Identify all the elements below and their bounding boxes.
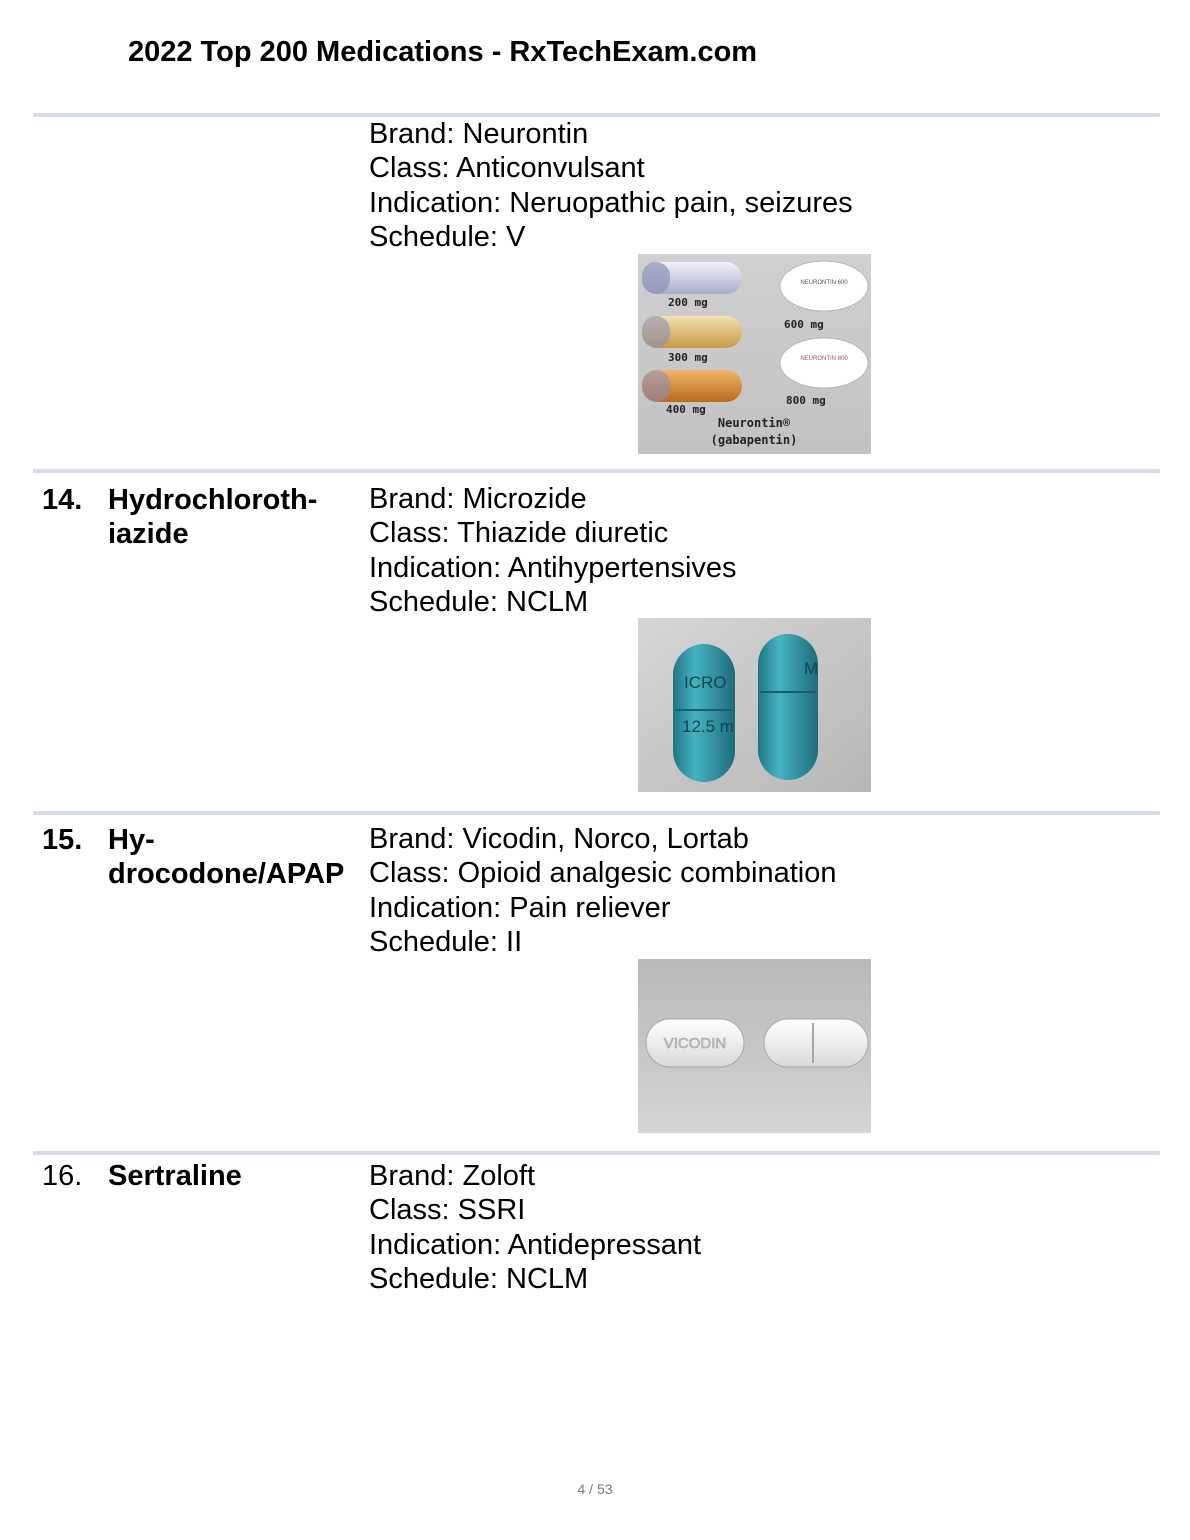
entry-number: 15. [42,824,83,856]
section-divider [33,469,1160,473]
microzide-pill-photo [638,618,871,792]
entry-number: 14. [42,484,83,516]
brand-text: Brand: Zoloft [369,1160,536,1192]
schedule-text: Schedule: NCLM [369,1262,589,1295]
drug-info-hydrochlorothiazide [369,482,737,619]
entry-number: 16. [42,1160,83,1192]
class-text: Class: Anticonvulsant [369,152,645,185]
dose-label-600: 600 mg [784,318,824,331]
brand-text: Brand: Vicodin, Norco, Lortab [369,823,749,855]
section-divider [33,811,1160,815]
class-text: Class: SSRI [369,1194,526,1227]
dose-label-300: 300 mg [668,351,708,364]
neurontin-pill-photo [638,254,871,454]
drug-name-line: Hy- [108,824,155,856]
photo-caption-generic: (gabapentin) [710,433,798,447]
drug-name-line: Sertraline [108,1160,242,1192]
drug-name [108,1159,368,1193]
imprint-m: M [804,659,819,678]
imprint-800: NEURONTIN 800 [800,356,848,362]
class-text: Class: Thiazide diuretic [369,517,669,550]
drug-info-sertraline [369,1159,701,1296]
section-divider [33,1151,1160,1155]
microzide-pill-image [638,618,871,792]
schedule-text: Schedule: V [369,220,526,253]
imprint-600: NEURONTIN 600 [800,280,848,286]
dose-label-800: 800 mg [786,394,826,407]
vicodin-pill-photo [638,959,871,1133]
page-title: 2022 Top 200 Medications - RxTechExam.com [128,36,758,68]
imprint-icro: ICRO [684,673,727,692]
vicodin-pill-image [638,959,871,1133]
schedule-text: Schedule: NCLM [369,585,589,618]
drug-info-hydrocodone-apap [369,822,836,959]
dose-label-200: 200 mg [668,296,708,309]
indication-text: Indication: Antidepressant [369,1228,702,1261]
indication-text: Indication: Pain reliever [369,891,671,924]
page-number: 4 / 53 [577,1481,613,1497]
photo-caption-brand: Neurontin® [717,416,791,430]
drug-name-line: iazide [108,518,189,550]
brand-text: Brand: Neurontin [369,118,589,150]
indication-text: Indication: Antihypertensives [369,551,737,584]
drug-name [108,483,368,551]
drug-info-gabapentin [369,117,853,254]
drug-name-line: drocodone/APAP [108,858,345,890]
brand-text: Brand: Microzide [369,483,587,515]
imprint-vicodin: VICODIN [663,1035,727,1052]
drug-name [108,823,368,891]
class-text: Class: Opioid analgesic combination [369,857,837,890]
imprint-dose: 12.5 m [682,717,734,736]
indication-text: Indication: Neruopathic pain, seizures [369,186,853,219]
dose-label-400: 400 mg [666,403,706,416]
neurontin-pill-image [638,254,871,454]
drug-name-line: Hydrochloroth- [108,484,318,516]
schedule-text: Schedule: II [369,925,523,958]
